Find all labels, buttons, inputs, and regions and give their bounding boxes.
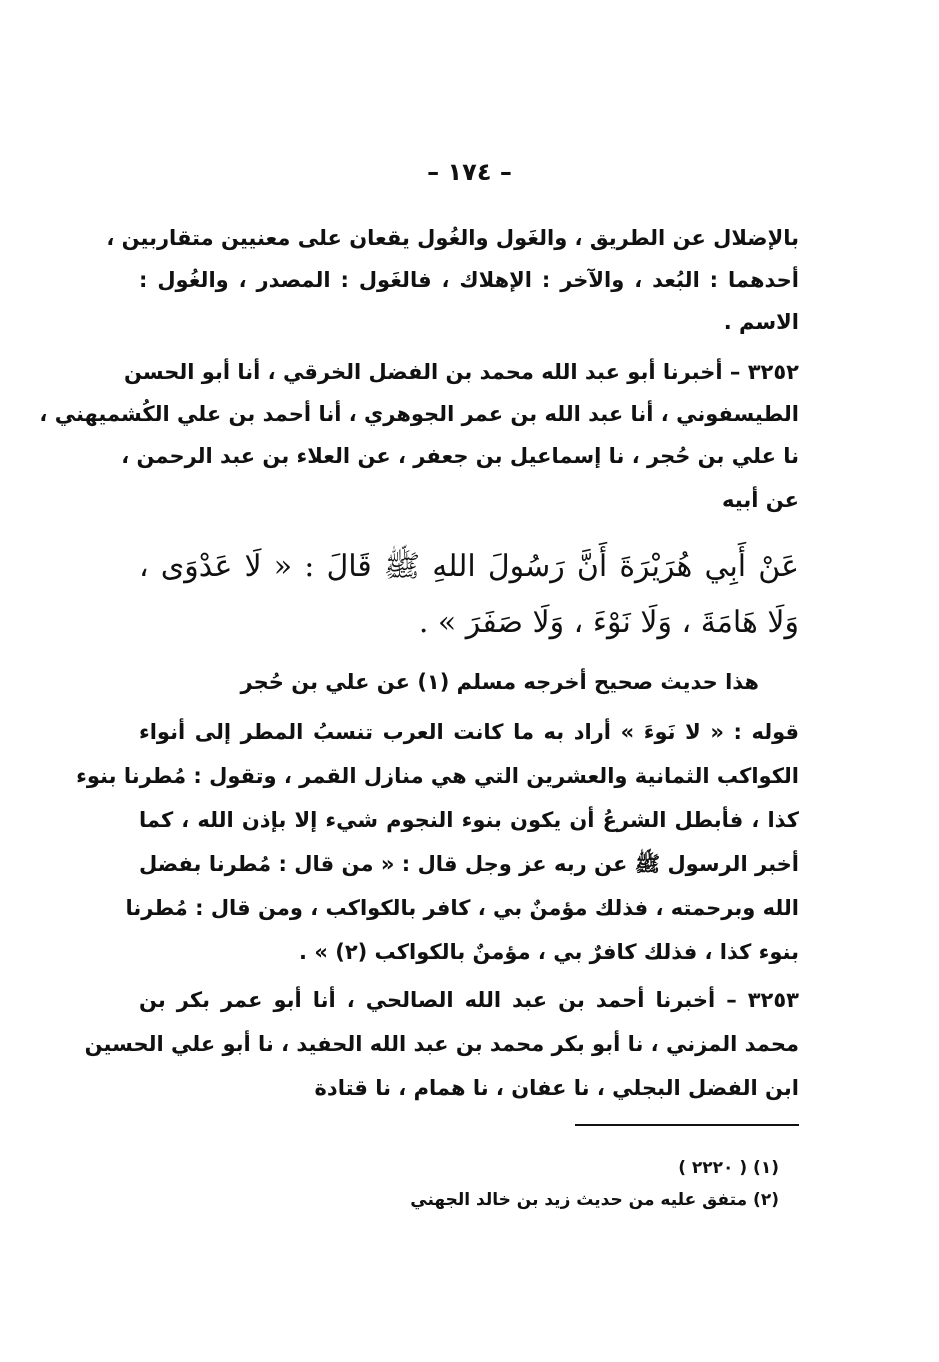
sharh-line: قوله : « لا نَوءَ » أراد به ما كانت العرب تنسبُ المطر إلى أنواء <box>139 720 799 744</box>
isnad-line: الطيسفوني ، أنا عبد الله بن عمر الجوهري ، أنا أحمد بن علي الكُشميهني ، <box>39 402 799 426</box>
matn-line: عَنْ أَبِي هُرَيْرَةَ أَنَّ رَسُولَ اللهِ ﷺ قَالَ : « لَا عَدْوَى ، <box>139 549 799 584</box>
text-line: الاسم . <box>723 310 799 334</box>
sharh-line: أخبر الرسول ﷺ عن ربه عز وجل قال : « من قال : مُطرنا بفضل <box>139 852 799 876</box>
text-line: أحدهما : البُعد ، والآخر : الإهلاك ، فالغَول : المصدر ، والغُول : <box>139 268 799 292</box>
isnad-line: محمد المزني ، نا أبو بكر محمد بن عبد الله الحفيد ، نا أبو علي الحسين <box>84 1032 799 1056</box>
sharh-line: بنوء كذا ، فذلك كافرٌ بي ، مؤمنٌ بالكواكب (٢) » . <box>299 940 799 964</box>
matn-line: وَلَا هَامَةَ ، وَلَا نَوْءَ ، وَلَا صَفَرَ » . <box>418 605 799 640</box>
isnad-line: ٣٢٥٣ – أخبرنا أحمد بن عبد الله الصالحي ، أنا أبو عمر بكر بن <box>139 988 799 1012</box>
footnote: (٢) متفق عليه من حديث زيد بن خالد الجهني <box>410 1190 779 1210</box>
isnad-line: نا علي بن حُجر ، نا إسماعيل بن جعفر ، عن العلاء بن عبد الرحمن ، <box>121 444 799 468</box>
takhrij-line: هذا حديث صحيح أخرجه مسلم (١) عن علي بن حُجر <box>240 670 759 694</box>
sharh-line: الله وبرحمته ، فذلك مؤمنٌ بي ، كافر بالكواكب ، ومن قال : مُطرنا <box>125 896 799 920</box>
isnad-line: ابن الفضل البجلي ، نا عفان ، نا همام ، نا قتادة <box>314 1076 799 1100</box>
sharh-line: كذا ، فأبطل الشرعُ أن يكون بنوء النجوم شيء إلا بإذن الله ، كما <box>139 808 799 832</box>
text-line: بالإضلال عن الطريق ، والغَول والغُول يقعان على معنيين متقاربين ، <box>106 226 799 250</box>
footnote: (١) ( ٢٢٢٠ ) <box>678 1158 779 1178</box>
isnad-line: عن أبيه <box>722 488 799 512</box>
isnad-line: ٣٢٥٢ – أخبرنا أبو عبد الله محمد بن الفضل الخرقي ، أنا أبو الحسن <box>124 360 799 384</box>
sharh-line: الكواكب الثمانية والعشرين التي هي منازل القمر ، وتقول : مُطرنا بنوء <box>76 764 799 788</box>
footnote-divider <box>575 1124 799 1126</box>
page-number: – ١٧٤ – <box>427 158 512 186</box>
